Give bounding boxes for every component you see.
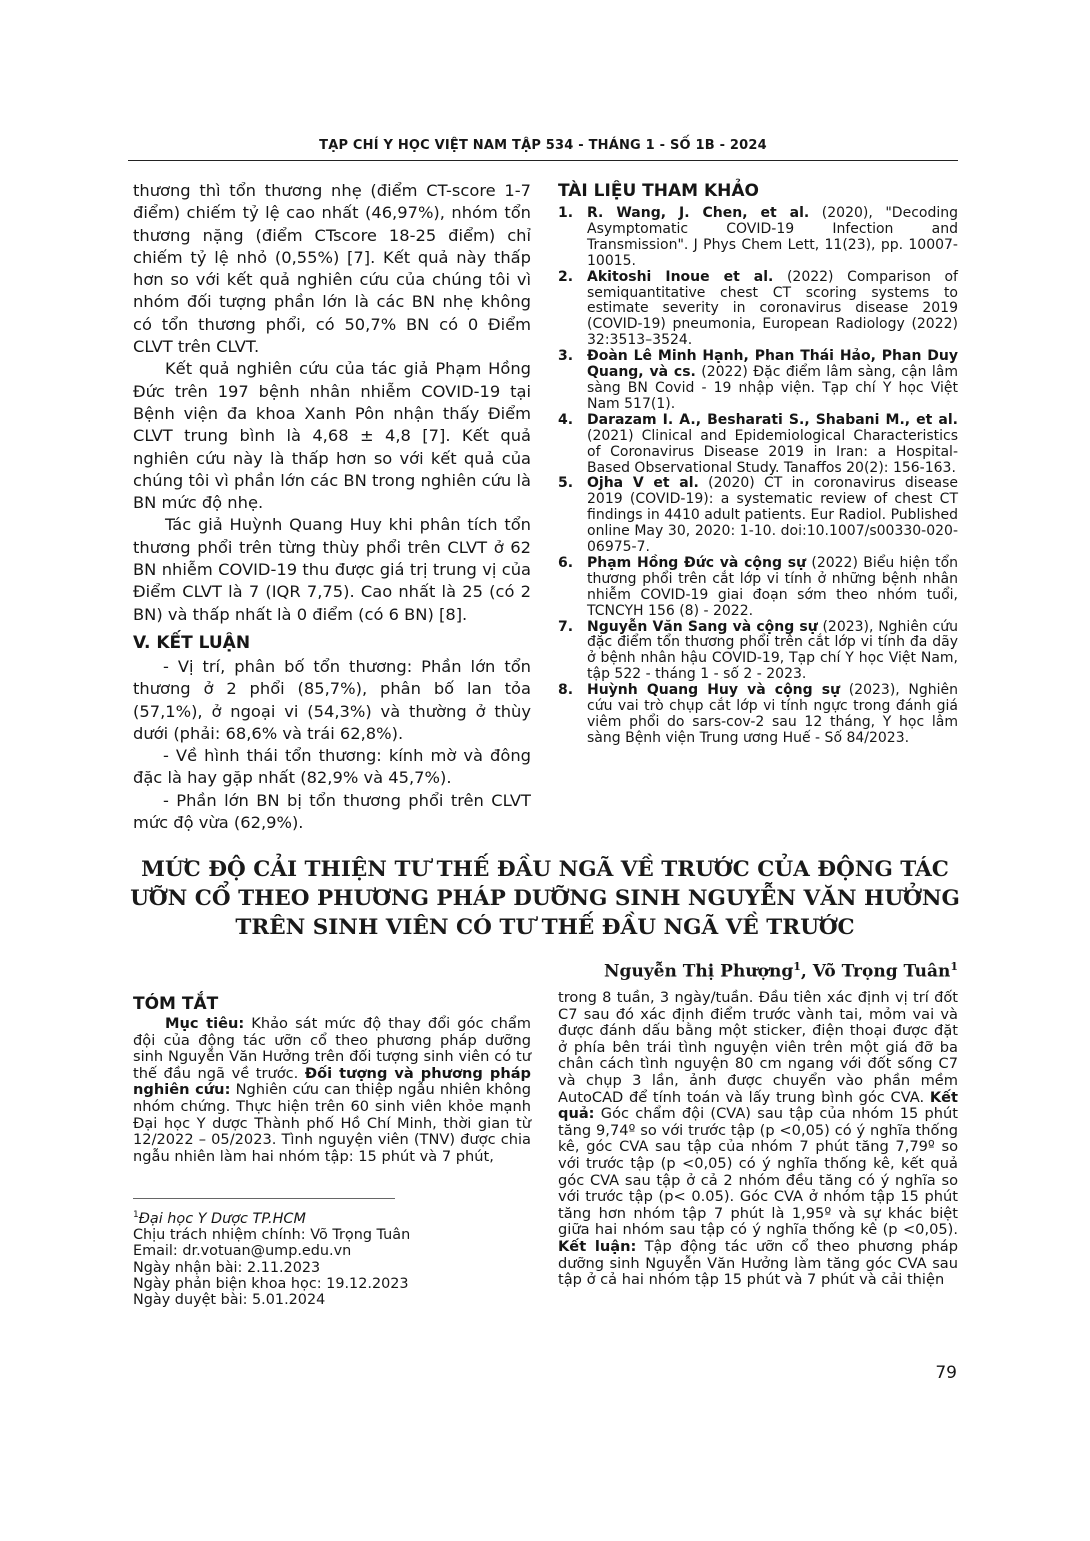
- conclusion-item-2: - Về hình thái tổn thương: kính mờ và đông đặc là hay gặp nhất (82,9% và 45,7%).: [133, 746, 531, 788]
- reference-item: [558, 620, 958, 684]
- reference-text: [587, 349, 958, 413]
- abstract-text: trong 8 tuần, 3 ngày/tuần. Đầu tiên xác định vị trí đốt C7 sau đó xác định điểm trước vành tai, mỏm vai và được đánh dấu bằng một sticker, điện thoại được đặt ở phía bên trái tình nguyện viên trên một giá đỡ ba chân cách tình nguyện 80 cm ngang với đốt sống C7 và chụp 3 lần, ảnh được chuyển vào phần mềm AutoCAD để tính toán và lấy trung bình góc CVA.: [558, 989, 958, 1106]
- reference-number: 8.: [558, 682, 574, 699]
- reference-number: 1.: [558, 205, 574, 221]
- reference-number: 3.: [558, 348, 574, 365]
- discussion-paragraph-3: Tác giả Huỳnh Quang Huy khi phân tích tổn thương phổi trên từng thùy phổi trên CLVT ở 62 BN nhiễm COVID-19 thu được giá trị trung vị của Điểm CLVT là 7 (IQR 7,75). Cao nhất là 25 (có 2 BN) và thấp nhất là 0 điểm (có 6 BN) [8].: [133, 515, 531, 624]
- author-affiliation-mark: 1: [950, 960, 958, 973]
- reference-item: [558, 476, 958, 556]
- author-separator: ,: [800, 961, 813, 982]
- footnote-line: Chịu trách nhiệm chính: Võ Trọng Tuân: [133, 1227, 411, 1244]
- reference-number: 4.: [558, 411, 574, 428]
- footnote-line: Ngày nhận bài: 2.11.2023: [133, 1259, 321, 1276]
- reference-item: [558, 556, 958, 620]
- author-name: Võ Trọng Tuân: [812, 961, 951, 982]
- reference-text: [587, 270, 958, 350]
- reference-item: [558, 683, 958, 747]
- article-title: [120, 855, 970, 942]
- reference-details: (2021) Clinical and Epidemiological Characteristics of Coronavirus Disease 2019 in Iran: a Hospital-Based Observational Study. Tanaffos 20(2): 156-163.: [587, 427, 958, 476]
- reference-authors: Huỳnh Quang Huy và cộng sự: [587, 682, 841, 699]
- abstract-right: [558, 990, 958, 1289]
- reference-details: (2023), Nghiên cứu vai trò chụp cắt lớp vi tính ngực trong đánh giá viêm phổi do sars-cov-2 sau 12 tháng, Y học lâm sàng Bệnh viện Trung ương Huế - Số 84/2023.: [587, 682, 958, 746]
- reference-text: [587, 556, 958, 620]
- abstract-heading: TÓM TẮT: [133, 994, 219, 1014]
- abstract-label: Kết luận:: [558, 1237, 637, 1255]
- footnote-line: Ngày phản biện khoa học: 19.12.2023: [133, 1275, 409, 1292]
- reference-number: 6.: [558, 554, 574, 571]
- section-heading-conclusion: V. KẾT LUẬN: [133, 632, 251, 653]
- reference-item: [558, 270, 958, 350]
- affiliation-text: Đại học Y Dược TP.HCM: [138, 1210, 306, 1227]
- footnote-line: Ngày duyệt bài: 5.01.2024: [133, 1292, 326, 1309]
- affiliation-mark: 1: [133, 1210, 139, 1220]
- page-number: 79: [935, 1363, 957, 1383]
- left-column: [133, 180, 531, 834]
- reference-number: 5.: [558, 475, 574, 492]
- abstract-text: Góc chẩm đội (CVA) sau tập của nhóm 15 phút tăng 9,74º so với trước tập (p <0,05) có ý nghĩa thống kê, góc CVA sau tập của nhóm 7 phút tăng 7,79º so với trước tập (p <0,05) có ý nghĩa thống kê, kết quả góc CVA sau tập ở cả 2 nhóm đều tăng có ý nghĩa so với trước tập (p< 0.05). Góc CVA ở nhóm tập 15 phút tăng hơn nhóm tập 7 phút là 1,95º và sự khác biệt giữa hai nhóm sau tập có ý nghĩa thống kê (p <0,05).: [558, 1105, 958, 1239]
- author-name: Nguyễn Thị Phượng: [604, 961, 794, 982]
- reference-text: [587, 476, 958, 556]
- reference-authors: Darazam I. A., Besharati S., Shabani M., et al.: [587, 411, 958, 428]
- reference-item: [558, 413, 958, 477]
- conclusion-item-1: - Vị trí, phân bố tổn thương: Phần lớn tổn thương ở 2 phổi (85,7%), phân bố lan tỏa (57,1%), ở ngoại vi (54,3%) và thường ở thùy dưới (phải: 68,6% và trái 62,8%).: [133, 656, 531, 743]
- reference-list: [558, 206, 958, 747]
- reference-text: [587, 206, 958, 270]
- article-title-line: MỨC ĐỘ CẢI THIỆN TƯ THẾ ĐẦU NGÃ VỀ TRƯỚC CỦA ĐỘNG TÁC: [141, 857, 949, 882]
- reference-text: [587, 620, 958, 684]
- reference-authors: Ojha V et al.: [587, 475, 699, 492]
- author-affiliation-mark: 1: [793, 960, 801, 973]
- article-authors: [604, 960, 958, 982]
- abstract-text: Tập động tác ưỡn cổ theo phương pháp dưỡng sinh Nguyễn Văn Hưởng làm tăng góc CVA sau tập ở cả hai nhóm tập 15 phút và 7 phút và cải thiện: [558, 1237, 958, 1289]
- abstract-paragraph: [558, 990, 958, 1289]
- reference-text: [587, 683, 958, 747]
- abstract-label: Kết quả:: [558, 1088, 958, 1123]
- abstract-text: Nghiên cứu can thiệp ngẫu nhiên không nhóm chứng. Thực hiện trên 60 sinh viên khỏe mạnh Đại học Y dược Thành phố Hồ Chí Minh, thời gian từ 12/2022 – 05/2023. Tình nguyện viên (TNV) được chia ngẫu nhiên làm hai nhóm tập: 15 phút và 7 phút,: [133, 1081, 531, 1165]
- references-section: [558, 180, 958, 747]
- reference-authors: R. Wang, J. Chen, et al.: [587, 205, 810, 221]
- abstract-left: [133, 993, 531, 1165]
- reference-details: (2023), Nghiên cứu đặc điểm tổn thương phổi trên cắt lớp vi tính đa dãy ở bệnh nhân hậu COVID-19, Tạp chí Y học Việt Nam, tập 522 - tháng 1 - số 2 - 2023.: [587, 618, 958, 683]
- reference-number: 7.: [558, 618, 574, 635]
- conclusion-item-3: - Phần lớn BN bị tổn thương phổi trên CLVT mức độ vừa (62,9%).: [133, 790, 531, 833]
- reference-authors: Nguyễn Văn Sang và cộng sự: [587, 618, 818, 635]
- reference-number: 2.: [558, 268, 574, 285]
- article-title-line: TRÊN SINH VIÊN CÓ TƯ THẾ ĐẦU NGÃ VỀ TRƯỚC: [235, 915, 855, 940]
- affiliation-note: [133, 1207, 410, 1227]
- reference-details: (2020), "Decoding Asymptomatic COVID-19 Infection and Transmission". J Phys Chem Lett, 11(23), pp. 10007-10015.: [587, 205, 958, 269]
- discussion-paragraph-2: Kết quả nghiên cứu của tác giả Phạm Hồng Đức trên 197 bệnh nhân nhiễm COVID-19 tại Bệnh viện đa khoa Xanh Pôn nhận thấy Điểm CLVT trung bình là 4,68 ± 4,8 [7]. Kết quả nghiên cứu này là thấp hơn so với kết quả của chúng tôi vì phần lớn các BN trong nghiên cứu là BN mức độ nhẹ.: [133, 359, 531, 513]
- reference-text: [587, 413, 958, 477]
- abstract-text: Khảo sát mức độ thay đổi góc chẩm đội của động tác ưỡn cổ theo phương pháp dưỡng sinh Nguyễn Văn Hưởng trên đối tượng sinh viên có tư thế đầu ngã về trước.: [133, 1015, 531, 1082]
- reference-details: (2022) Comparison of semiquantitative chest CT scoring systems to estimate severity in coronavirus disease 2019 (COVID-19) pneumonia, European Radiology (2022) 32:3513–3524.: [587, 268, 958, 349]
- footnote-rule: [133, 1198, 395, 1199]
- abstract-label: Đối tượng và phương pháp nghiên cứu:: [133, 1064, 531, 1099]
- reference-item: [558, 206, 958, 270]
- reference-details: (2020) CT in coronavirus disease 2019 (COVID-19): a systematic review of chest CT findings in 4410 adult patients. Eur Radiol. Published online May 30, 2020: 1-10. doi:10.1007/s00330-020-06975-7.: [587, 475, 959, 556]
- header-rule: [128, 160, 958, 161]
- footnote-line: Email: dr.votuan@ump.edu.vn: [133, 1243, 352, 1260]
- reference-authors: Phạm Hồng Đức và cộng sự: [587, 554, 807, 571]
- reference-authors: Đoàn Lê Minh Hạnh, Phan Thái Hảo, Phan Duy Quang, và cs.: [587, 348, 958, 381]
- reference-item: [558, 349, 958, 413]
- discussion-paragraph-1: thương thì tổn thương nhẹ (điểm CT-score 1-7 điểm) chiếm tỷ lệ cao nhất (46,97%), nhóm tổn thương nặng (điểm CTscore 18-25 điểm) chỉ chiếm tỷ lệ nhỏ (0,55%) [7]. Kết quả này thấp hơn so với kết quả nghiên cứu của chúng tôi vì nhóm đối tượng phần lớn là các BN nhẹ không có tổn thương phổi, có 50,7% BN có 0 Điểm CLVT trên CLVT.: [133, 181, 531, 357]
- reference-details: (2022) Đặc điểm lâm sàng, cận lâm sàng BN Covid - 19 nhập viện. Tạp chí Y học Việt Nam 517(1).: [587, 364, 958, 412]
- abstract-label: Mục tiêu:: [165, 1015, 245, 1032]
- abstract-paragraph: [133, 1016, 531, 1165]
- references-heading: TÀI LIỆU THAM KHẢO: [558, 181, 759, 201]
- article-title-line: ƯỠN CỔ THEO PHƯƠNG PHÁP DƯỠNG SINH NGUYỄN VĂN HƯỞNG: [130, 886, 960, 911]
- footnotes: [133, 1207, 410, 1309]
- journal-header: TẠP CHÍ Y HỌC VIỆT NAM TẬP 534 - THÁNG 1 - SỐ 1B - 2024: [319, 138, 767, 153]
- reference-authors: Akitoshi Inoue et al.: [587, 268, 774, 285]
- reference-details: (2022) Biểu hiện tổn thương phổi trên cắt lớp vi tính ở những bệnh nhân nhiễm COVID-19 giai đoạn sớm theo nhóm tuổi, TCNCYH 156 (8) - 2022.: [587, 554, 959, 619]
